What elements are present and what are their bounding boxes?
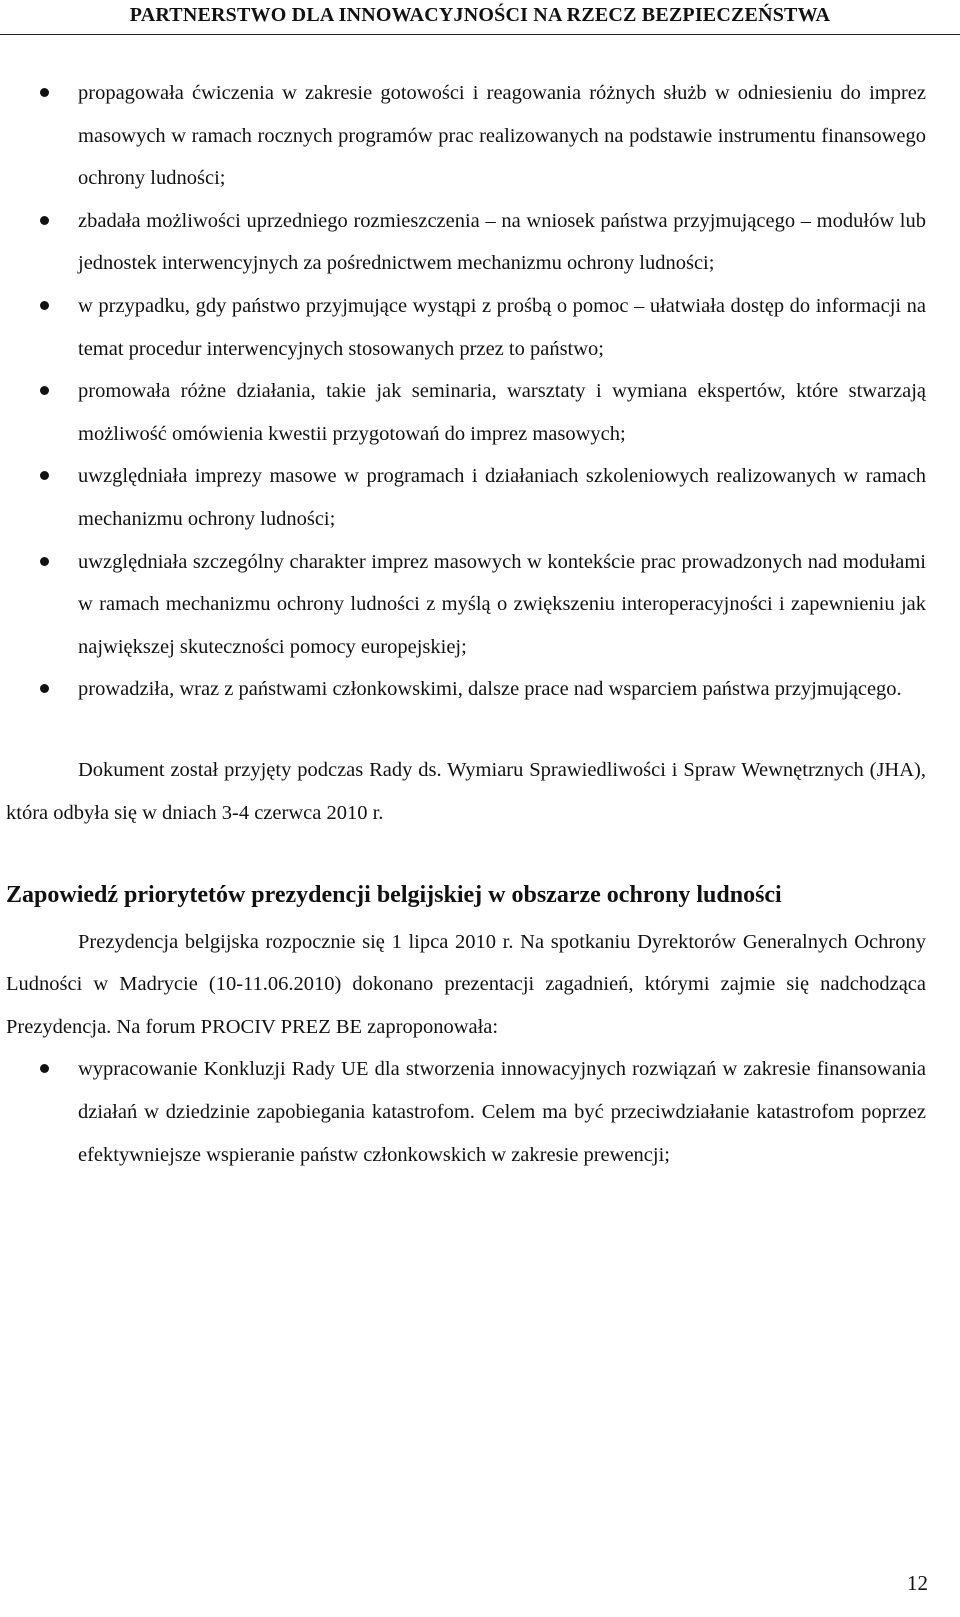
bullet-icon — [40, 557, 49, 566]
section-paragraph: Prezydencja belgijska rozpocznie się 1 lipca 2010 r. Na spotkaniu Dyrektorów Generalnych Ochrony Ludności w Madrycie (10-11.06.2010) dokonano prezentacji zagadnień, którymi zajmie się nadchodząca Prezydencja. Na forum PROCIV PREZ BE zaproponowała: — [6, 930, 926, 1038]
list-item-text: prowadziła, wraz z państwami członkowskimi, dalsze prace nad wsparciem państwa przyjmującego. — [78, 678, 902, 701]
list-item — [6, 370, 926, 455]
list-item — [6, 72, 926, 200]
list-item-text: uwzględniała szczególny charakter imprez masowych w kontekście prac prowadzonych nad modułami w ramach mechanizmu ochrony ludności z myślą o zwiększeniu interoperacyjności i zapewnieniu jak największej skuteczności pomocy europejskiej; — [78, 550, 926, 658]
section-heading: Zapowiedź priorytetów prezydencji belgijskiej w obszarze ochrony ludności — [6, 882, 782, 909]
list-item-text: w przypadku, gdy państwo przyjmujące wystąpi z prośbą o pomoc – ułatwiała dostęp do informacji na temat procedur interwencyjnych stosowanych przez to państwo; — [78, 294, 926, 360]
list-item — [6, 1048, 926, 1176]
list-item — [6, 668, 926, 711]
bullet-icon — [40, 88, 49, 97]
bullet-icon — [40, 301, 49, 310]
list-item — [6, 541, 926, 669]
list-item-text: uwzględniała imprezy masowe w programach i działaniach szkoleniowych realizowanych w ramach mechanizmu ochrony ludności; — [78, 465, 926, 530]
proposals-list — [6, 1048, 926, 1176]
list-item-text: propagowała ćwiczenia w zakresie gotowości i reagowania różnych służb w odniesieniu do imprez masowych w ramach rocznych programów prac realizowanych na podstawie instrumentu finansowego ochrony ludności; — [78, 82, 926, 190]
list-item-text: promowała różne działania, takie jak seminaria, warsztaty i wymiana ekspertów, które stwarzają możliwość omówienia kwestii przygotowań do imprez masowych; — [78, 380, 926, 445]
list-item — [6, 200, 926, 285]
bullet-icon — [40, 1064, 49, 1073]
bullet-icon — [40, 471, 49, 480]
list-item — [6, 455, 926, 540]
list-item-text: wypracowanie Konkluzji Rady UE dla stworzenia innowacyjnych rozwiązań w zakresie finansowania działań w dziedzinie zapobiegania katastrofom. Celem ma być przeciwdziałanie katastrofom poprzez efektywniejsze wspieranie państw członkowskich w zakresie prewencji; — [78, 1058, 926, 1166]
list-item-text: zbadała możliwości uprzedniego rozmieszczenia – na wniosek państwa przyjmującego – modułów lub jednostek interwencyjnych za pośrednictwem mechanizmu ochrony ludności; — [78, 209, 926, 275]
measures-list — [6, 72, 926, 711]
bullet-icon — [40, 216, 49, 225]
bullet-icon — [40, 386, 49, 395]
document-body — [6, 72, 926, 1176]
adoption-paragraph: Dokument został przyjęty podczas Rady ds. Wymiaru Sprawiedliwości i Spraw Wewnętrznych (JHA), która odbyła się w dniach 3-4 czerwca 2010 r. — [6, 758, 926, 824]
list-item — [6, 285, 926, 370]
bullet-icon — [40, 684, 49, 693]
header-rule — [0, 34, 960, 35]
running-header: PARTNERSTWO DLA INNOWACYJNOŚCI NA RZECZ BEZPIECZEŃSTWA — [129, 4, 831, 26]
page-number: 12 — [907, 1571, 928, 1595]
